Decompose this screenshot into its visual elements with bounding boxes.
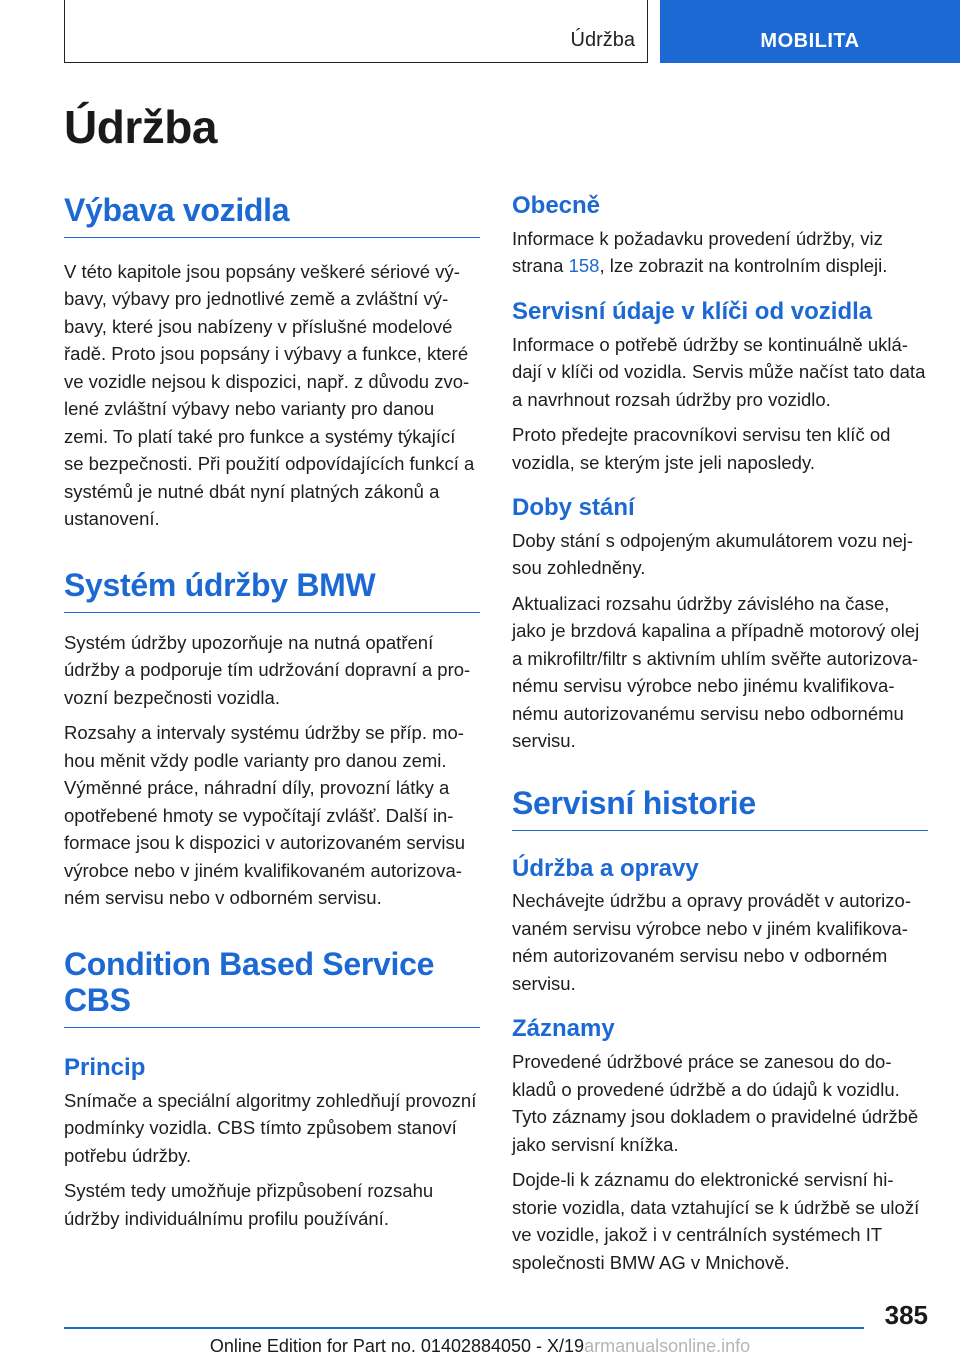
paragraph: V této kapitole jsou popsány veškeré sériové výbavy, výbavy pro jednotlivé země a zvláštní výbavy, které jsou nabízeny v příslušné modelové řadě. Proto jsou popsány i výbavy a funkce, které ve vozidle nejsou k dispozici, např. z důvodu zvolené zvláštní výbavy nebo varianty pro danou zemi. To platí také pro funkce a systémy týkající se bezpečnosti. Při použití odpovídajících funkcí a systémů je nutné dbát nyní platných zákonů a ustanovení.: [64, 260, 475, 530]
watermark-text: armanualsonline.info: [584, 1336, 751, 1356]
subheading-doby-stani: Doby stání: [512, 494, 635, 522]
page-title: Údržba: [64, 101, 217, 153]
subheading-udrzba-opravy: Údržba a opravy: [512, 854, 699, 882]
page-number: 385: [884, 1300, 928, 1330]
left-column: [64, 192, 480, 1232]
header-chapter-box: [64, 0, 648, 63]
text: , lze zobrazit na kontrolním displeji.: [599, 255, 888, 277]
paragraph: Snímače a speciální algoritmy zohledňují provozní podmínky vozidla. CBS tímto způsobem stanoví potřebu údržby.: [64, 1089, 477, 1166]
section-title-cbs: Condition Based Service CBS: [64, 946, 480, 1029]
subheading-servisni-udaje: Servisní údaje v klíči od vozidla: [512, 297, 873, 325]
header-section-tab: [660, 0, 960, 63]
subheading-princip: Princip: [64, 1054, 146, 1082]
paragraph: Aktualizaci rozsahu údržby závislého na čase, jako je brzdová kapalina a případně motorový olej a mikrofiltr/filtr s aktivním uhlím svěřte autorizovanému servisu výrobce nebo jinému kvalifikovanému autorizovanému servisu nebo odbornému servisu.: [512, 592, 920, 752]
paragraph: Systém tedy umožňuje přizpůsobení rozsahu údržby individuálnímu profilu používání.: [64, 1180, 434, 1229]
header-chapter: Údržba: [570, 29, 635, 51]
paragraph: Doby stání s odpojeným akumulátorem vozu nejsou zohledněny.: [512, 529, 914, 579]
right-column: [512, 192, 928, 1276]
section-title-vybava: Výbava vozidla: [64, 192, 480, 238]
paragraph: Nechávejte údržbu a opravy provádět v autorizovaném servisu výrobce nebo v jiném kvalifikovaném autorizovaném servisu nebo v odborném servisu.: [512, 890, 912, 994]
edition-text: Online Edition for Part no. 01402884050 - X/19: [209, 1336, 585, 1356]
page-reference-link[interactable]: 158: [568, 255, 600, 277]
subheading-zaznamy: Záznamy: [512, 1015, 615, 1043]
subheading-obecne: Obecně: [512, 192, 601, 219]
paragraph: Informace o potřebě údržby se kontinuálně ukládají v klíči od vozidla. Servis může načíst tato data a navrhnout rozsah údržby pro vozidlo.: [512, 333, 926, 410]
header-section-label: MOBILITA: [760, 30, 860, 52]
paragraph: Dojde-li k záznamu do elektronické servisní historie vozidla, data vztahující se k údržbě se uloží ve vozidle, jakož i v centrálních systémech IT společnosti BMW AG v Mnichově.: [512, 1169, 920, 1273]
paragraph: [512, 225, 928, 280]
section-title-system-udrzby: Systém údržby BMW: [64, 567, 480, 613]
paragraph: Proto předejte pracovníkovi servisu ten klíč od vozidla, se kterým jste jeli naposledy.: [512, 424, 891, 473]
text: Informace k požadavku provedení údržby, viz strana: [512, 227, 883, 277]
footer-edition: [0, 1336, 960, 1357]
paragraph: Systém údržby upozorňuje na nutná opatření údržby a podporuje tím udržování dopravní a provozní bezpečnosti vozidla.: [64, 631, 471, 708]
footer-divider: [64, 1327, 864, 1329]
paragraph: Rozsahy a intervaly systému údržby se příp. mohou měnit vždy podle varianty pro danou zemi. Výměnné práce, náhradní díly, provozní látky a opotřebené hmoty se vypočítají zvlášť. Další informace jsou k dispozici v autorizovaném servisu výrobce nebo v jiném kvalifikovaném autorizovaném servisu nebo v odborném servisu.: [64, 722, 465, 909]
section-title-servisni-historie: Servisní historie: [512, 785, 928, 831]
paragraph: Provedené údržbové práce se zanesou do dokladů o provedené údržbě a do údajů k vozidlu. Tyto záznamy jsou dokladem o pravidelné údržbě jako servisní knížka.: [512, 1051, 919, 1155]
